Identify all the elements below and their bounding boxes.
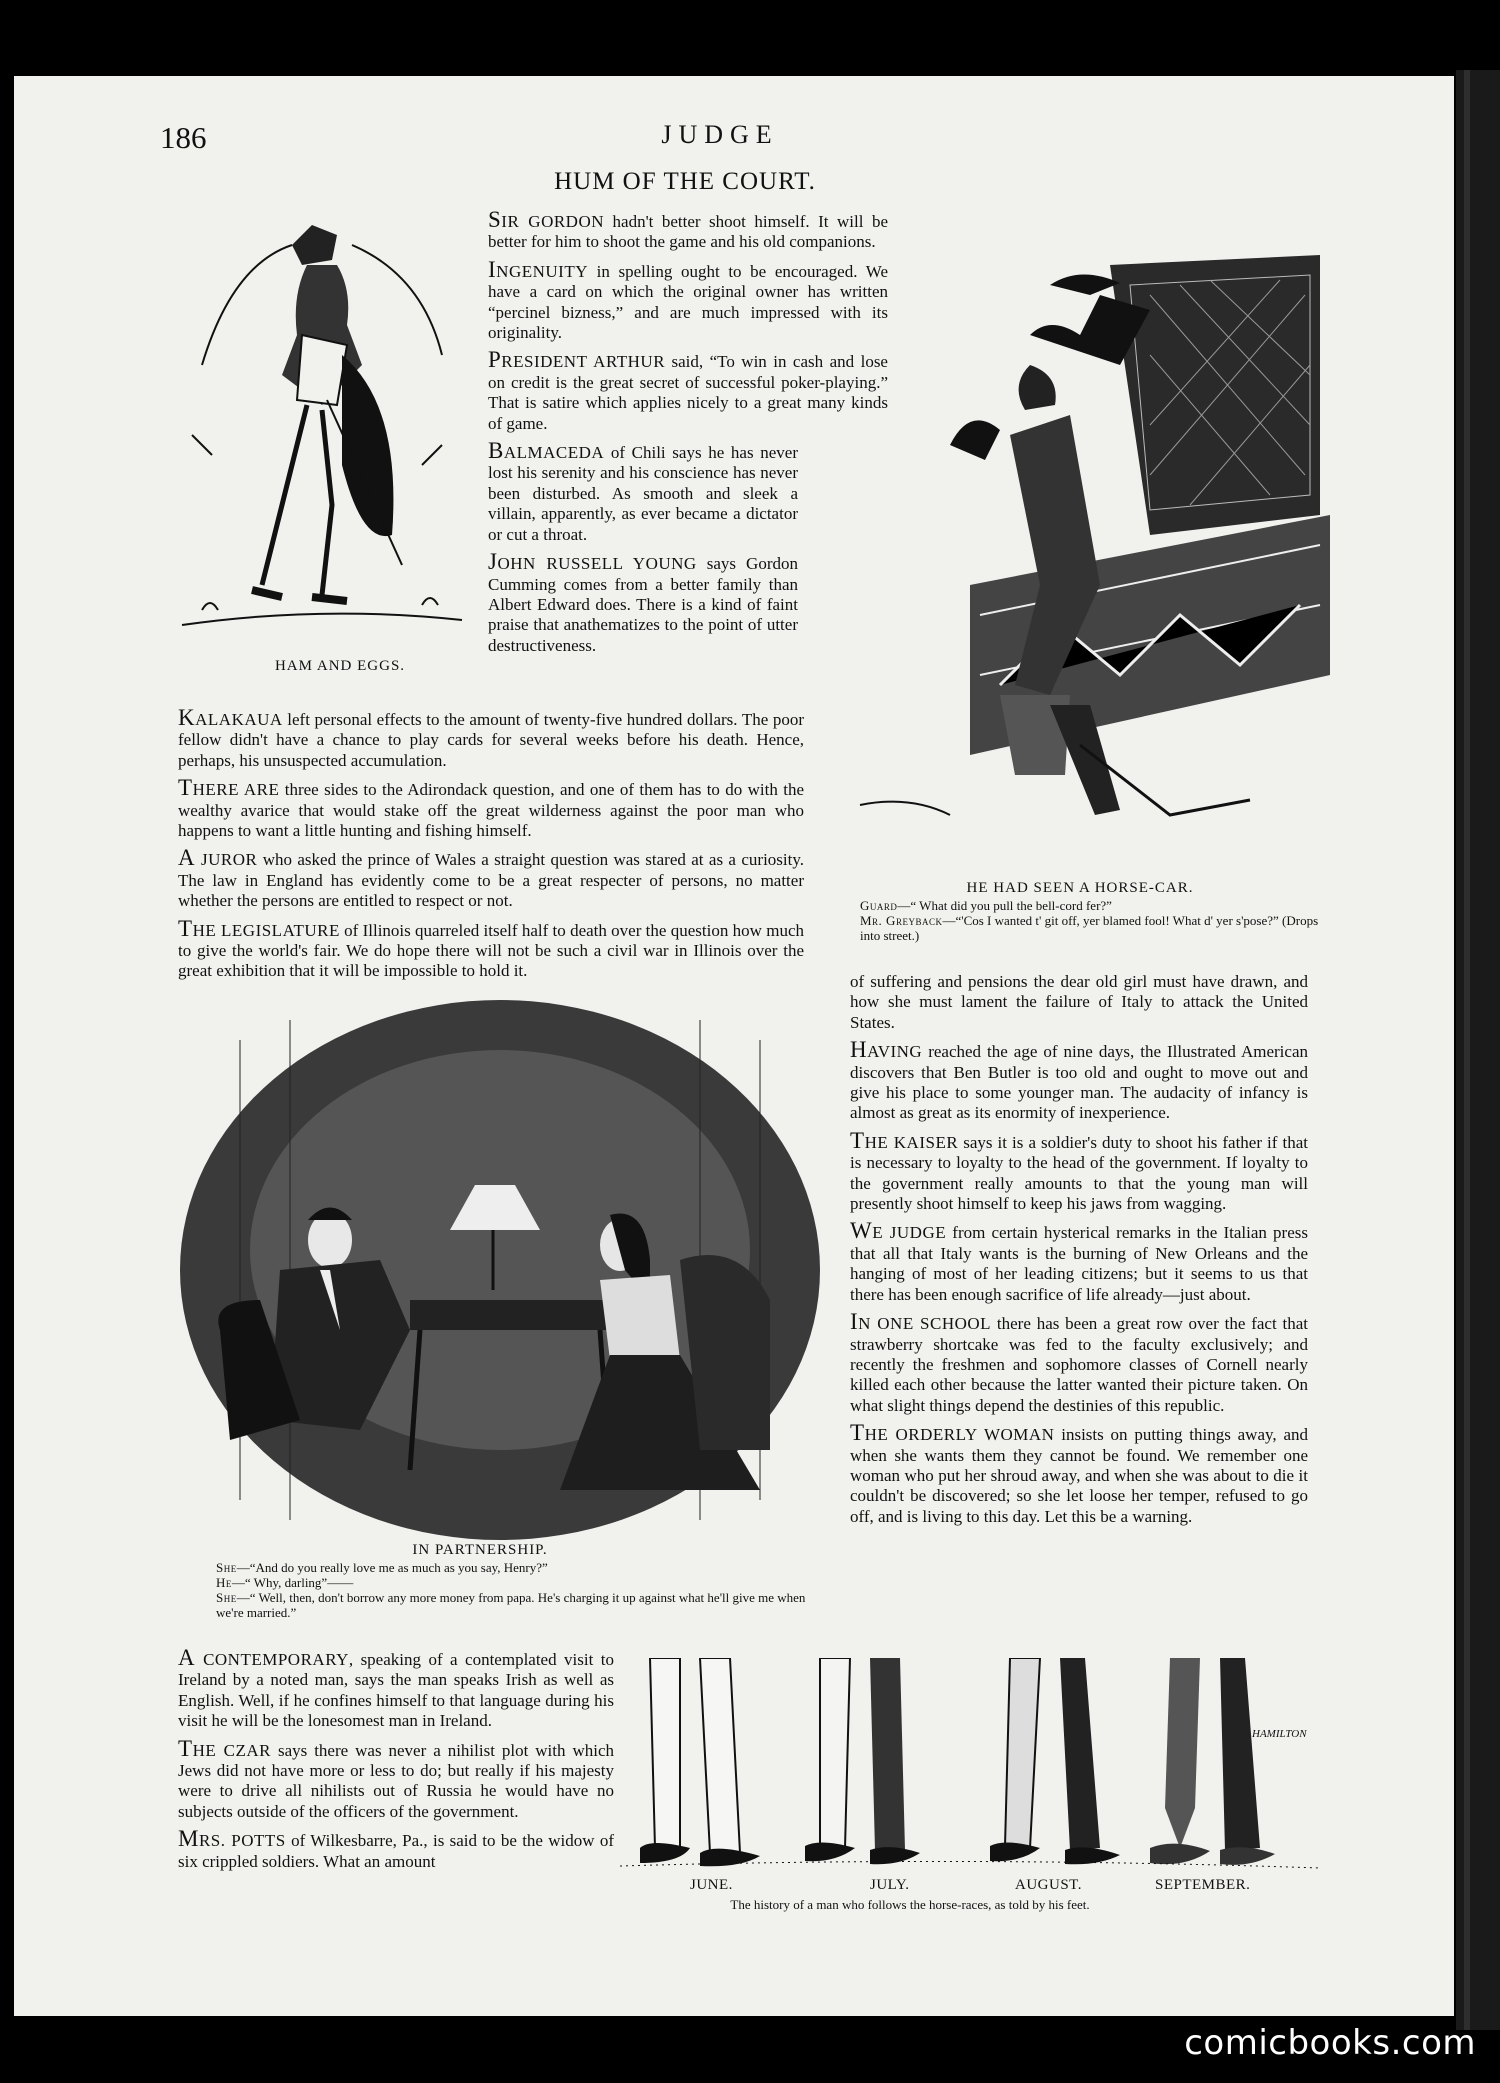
paragraph: SIR GORDON hadn't better shoot himself. It will be better for him to shoot the game and his old companions. xyxy=(488,207,888,252)
paragraph: THE KAISER says it is a soldier's duty to shoot his father if that is necessary to loyalty to the head of the government. If loyalty to the government really amounts to that the young man will presently shoot himself to keep his jaws from wagging. xyxy=(850,1127,1308,1214)
paragraph: THE CZAR says there was never a nihilist plot with which Jews did not have more or less to do; but really if his majesty were to drive all nihilists out of Russia he would have no subjects outside of the officers of the government. xyxy=(178,1735,614,1821)
artist-signature: HAMILTON xyxy=(1252,1728,1307,1740)
month-label-july: JULY. xyxy=(870,1877,910,1893)
jester-figure-illustration xyxy=(172,205,472,645)
month-label-june: JUNE. xyxy=(690,1877,733,1893)
paragraph: IN ONE SCHOOL there has been a great row over the fact that strawberry shortcake was fed to the faculty exclusively; and recently the freshmen and sophomore classes of Cornell nearly killed each other because the latter wanted their picture taken. On what slight things depend the destinies of this republic. xyxy=(850,1309,1308,1415)
paragraph: BALMACEDA of Chili says he has never lost his serenity and his conscience has never been disturbed. As smooth and sleek a villain, apparently, as ever became a dictator or cut a throat. xyxy=(488,438,798,544)
column-top-center xyxy=(488,207,888,663)
paragraph: HAVING reached the age of nine days, the Illustrated American discovers that Ben Butler is too old and ought to move out and give his place to some younger man. The audacity of infancy is almost as great as its enormity of inexperience. xyxy=(850,1037,1308,1123)
month-label-september: SEPTEMBER. xyxy=(1155,1877,1251,1893)
dialog-line: Guard—“ What did you pull the bell-cord fer?” xyxy=(860,898,1112,913)
dialog-horse-car xyxy=(830,898,1340,943)
dialog-line: She—“ Well, then, don't borrow any more money from papa. He's charging it up against what he'll give me when we're married.” xyxy=(216,1590,806,1620)
column-bottom-left xyxy=(178,1645,615,1879)
paragraph: THE LEGISLATURE of Illinois quarreled itself half to death over the question how much to give the world's fair. We do hope there will not be such a civil war in Illinois over the great exhibition that it will be impossible to hold it. xyxy=(178,915,804,981)
column-left xyxy=(178,705,804,989)
page-spine-shadow xyxy=(1464,70,1470,2030)
paragraph: INGENUITY in spelling ought to be encouraged. We have a card on which the original owner has written “percinel bizness,” and are much impressed with its originality. xyxy=(488,256,888,343)
dialog-line: He—“ Why, darling”—— xyxy=(216,1575,354,1590)
dialog-partnership xyxy=(178,1560,828,1620)
page-spine xyxy=(1456,70,1500,2030)
dialog-line: Mr. Greyback—“'Cos I wanted t' git off, yer blamed fool! What d' yer s'pose?” (Drops into street.) xyxy=(860,913,1319,943)
couple-parlor-illustration xyxy=(180,1000,830,1540)
caption-horse-races: The history of a man who follows the horse-races, as told by his feet. xyxy=(730,1897,1090,1912)
paragraph: A CONTEMPORARY, speaking of a contemplated visit to Ireland by a noted man, says the man speaks Irish as well as English. Well, if he confines himself to that language during his visit he will be the lonesomest man in Ireland. xyxy=(178,1645,614,1731)
column-right xyxy=(850,972,1308,1534)
trouser-legs-illustration xyxy=(620,1658,1320,1873)
paragraph: WE JUDGE from certain hysterical remarks in the Italian press that all that Italy wants is the burning of New Orleans and the hanging of most of her leading citizens; but it seems to us that there has been enough sacrifice of life already—just about. xyxy=(850,1218,1308,1304)
caption-ham-and-eggs: HAM AND EGGS. xyxy=(274,658,406,674)
section-heading: HUM OF THE COURT. xyxy=(554,168,816,195)
paragraph: A JUROR who asked the prince of Wales a straight question was stared at as a curiosity. The law in England has evidently come to be a great respecter of persons, no matter whether the persons are entitled to respect or not. xyxy=(178,845,804,911)
caption-horse-car: HE HAD SEEN A HORSE-CAR. xyxy=(966,880,1194,896)
paragraph: MRS. POTTS of Wilkesbarre, Pa., is said to be the widow of six crippled soldiers. What an amount xyxy=(178,1826,615,1871)
watermark: comicbooks.com xyxy=(1184,2023,1476,2063)
page-number: 186 xyxy=(160,120,207,155)
elevated-railway-illustration xyxy=(850,255,1330,865)
dialog-line: She—“And do you really love me as much as you say, Henry?” xyxy=(216,1560,548,1575)
paragraph: of suffering and pensions the dear old girl must have drawn, and how she must lament the failure of Italy to attack the United States. xyxy=(850,972,1308,1032)
paragraph: THE ORDERLY WOMAN insists on putting things away, and when she wants them they cannot be found. We remember one woman who put her shroud away, and when she was about to die it couldn't be discovered; so she let loose her temper, refused to go off, and is living to this day. Let this be a warning. xyxy=(850,1420,1308,1526)
paragraph: PRESIDENT ARTHUR said, “To win in cash and lose on credit is the great secret of successful poker-playing.” That is satire which applies nicely to a great many kinds of game. xyxy=(488,347,888,433)
paragraph: JOHN RUSSELL YOUNG says Gordon Cumming comes from a better family than Albert Edward does. There is a kind of faint praise that anathematizes to the point of utter destructiveness. xyxy=(488,549,798,655)
caption-in-partnership: IN PARTNERSHIP. xyxy=(412,1542,548,1558)
paragraph: KALAKAUA left personal effects to the amount of twenty-five hundred dollars. The poor fellow didn't have a chance to play cards for several weeks before his death. Hence, perhaps, his unsuspected accumulation. xyxy=(178,705,804,770)
masthead: JUDGE xyxy=(661,120,779,149)
paragraph: THERE ARE three sides to the Adirondack question, and one of them has to do with the wealthy avarice that would stake off the great wilderness against the poor man who happens to want a little hunting and fishing himself. xyxy=(178,775,804,841)
month-label-august: AUGUST. xyxy=(1015,1877,1082,1893)
